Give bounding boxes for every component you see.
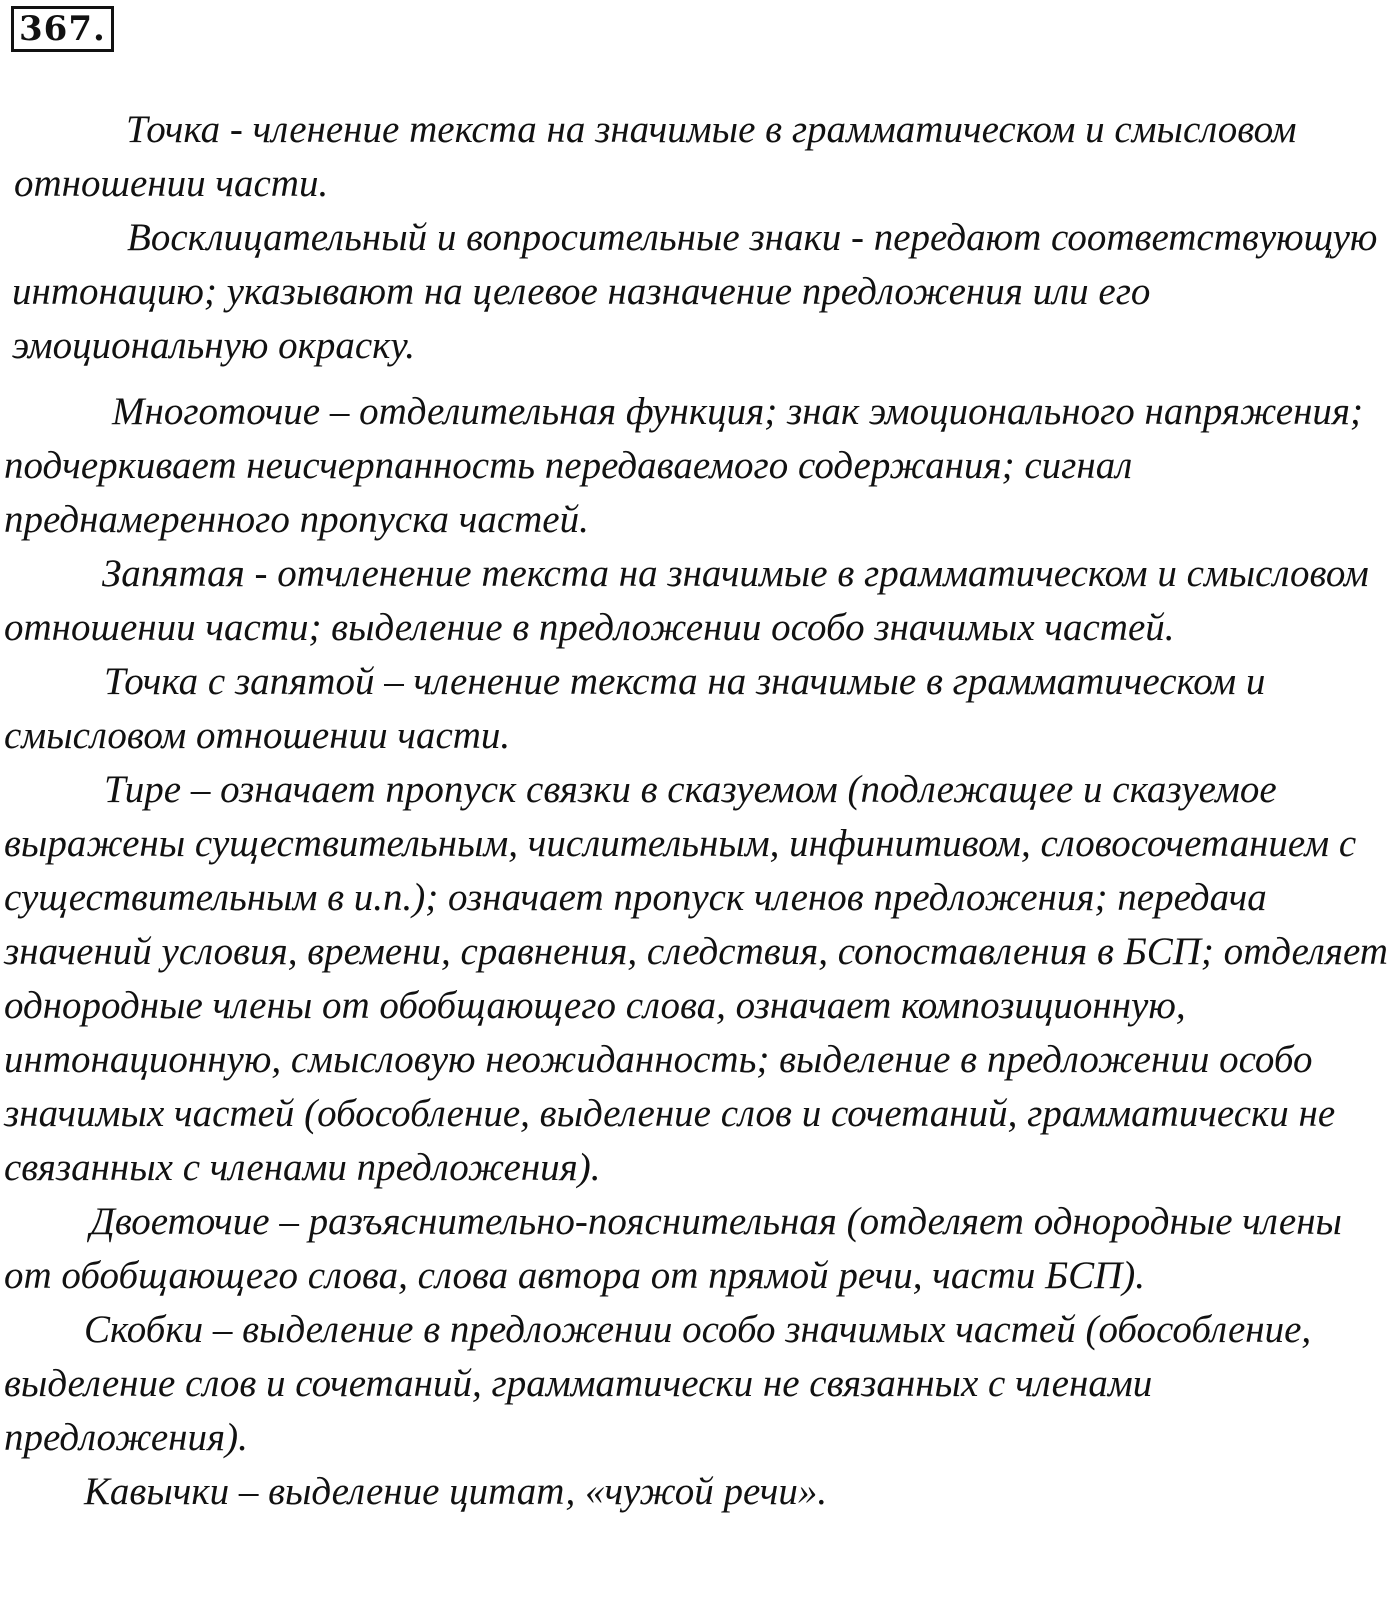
paragraph-comma: Запятая - отчленение текста на значимые в грамматическом и смысловом отношении части; выделение в предложении особо значимых частей. (4, 552, 1369, 649)
paragraph-brackets: Скобки – выделение в предложении особо значимых частей (обособление, выделение слов и сочетаний, грамматически не связанных с членами предложения). (4, 1308, 1312, 1459)
answer-text (4, 103, 1396, 1519)
paragraph-dash: Тире – означает пропуск связки в сказуемом (подлежащее и сказуемое выражены существительным, числительным, инфинитивом, словосочетанием с существительным в и.п.); означает пропуск членов предложения; передача значений условия, времени, сравнения, следствия, сопоставления в БСП; отделяет однородные члены от обобщающего слова, означает композиционную, интонационную, смысловую неожиданность; выделение в предложении особо значимых частей (обособление, выделение слов и сочетаний, грамматически не связанных с членами предложения). (4, 768, 1388, 1189)
paragraph-quotes: Кавычки – выделение цитат, «чужой речи». (84, 1470, 828, 1513)
paragraph-exclamation-question: Восклицательный и вопросительные знаки - передают соответствующую интонацию; указывают на целевое назначение предложения или его эмоциональную окраску. (12, 216, 1378, 367)
paragraph-colon: Двоеточие – разъяснительно-пояснительная (отделяет однородные члены от обобщающего слова, слова автора от прямой речи, части БСП). (4, 1200, 1342, 1297)
exercise-number: 367. (11, 6, 114, 52)
paragraph-period: Точка - членение текста на значимые в грамматическом и смысловом отношении части. (14, 108, 1297, 205)
paragraph-ellipsis: Многоточие – отделительная функция; знак эмоционального напряжения; подчеркивает неисчерпанность передаваемого содержания; сигнал преднамеренного пропуска частей. (4, 390, 1364, 541)
paragraph-semicolon: Точка с запятой – членение текста на значимые в грамматическом и смысловом отношении части. (4, 660, 1266, 757)
